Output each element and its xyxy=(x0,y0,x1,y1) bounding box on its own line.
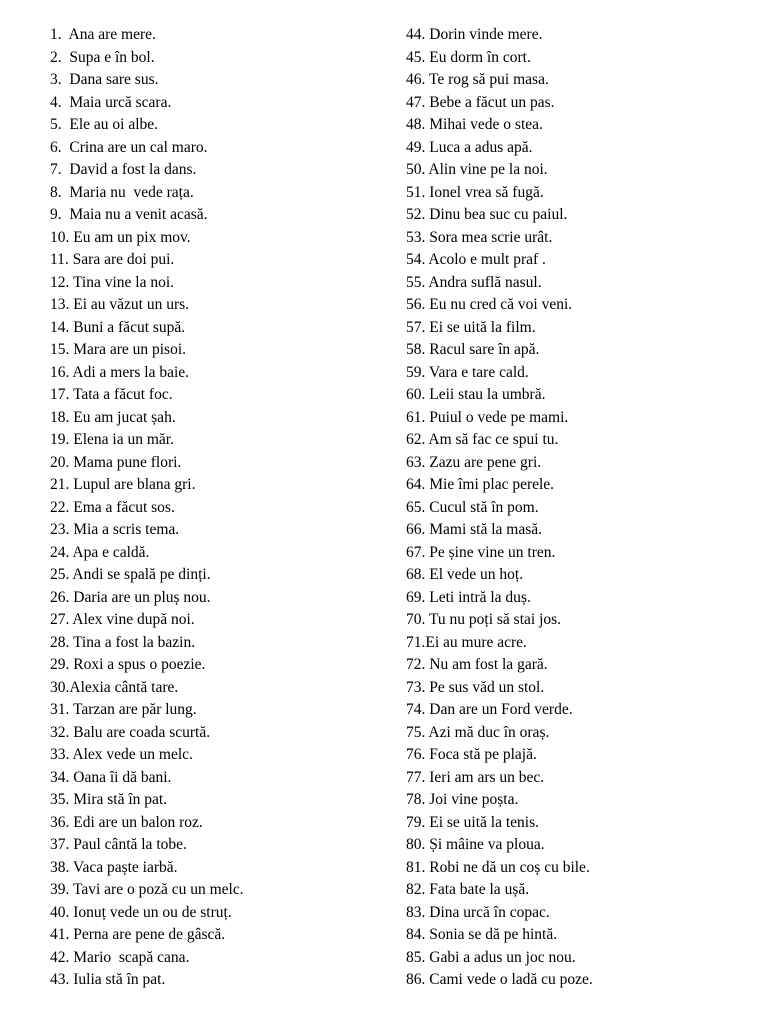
sentence-line: 50. Alin vine pe la noi. xyxy=(406,161,548,178)
sentence-line: 57. Ei se uită la film. xyxy=(406,318,536,336)
sentence-line: 38. Vaca paște iarbă. xyxy=(50,858,178,876)
sentence-line: 48. Mihai vede o stea. xyxy=(406,116,543,133)
sentence-line: 70. Tu nu poți să stai jos. xyxy=(406,611,562,628)
sentence-line: 61. Puiul o vede pe mami. xyxy=(406,408,569,426)
sentence-line: 11. Sara are doi pui. xyxy=(50,251,175,268)
sentence-line: 64. Mie îmi plac perele. xyxy=(406,476,555,493)
sentence-line: 59. Vara e tare cald. xyxy=(406,363,529,381)
sentence-line: 68. El vede un hoț. xyxy=(406,566,524,583)
sentence-line: 72. Nu am fost la gară. xyxy=(406,656,548,673)
sentence-line: 52. Dinu bea suc cu paiul. xyxy=(406,206,568,223)
sentence-line: 31. Tarzan are păr lung. xyxy=(50,701,197,718)
sentence-line: 42. Mario scapă cana. xyxy=(50,948,190,966)
sentence-line: 69. Leti intră la duș. xyxy=(406,588,531,606)
sentence-line: 12. Tina vine la noi. xyxy=(50,273,175,291)
sentence-line: 28. Tina a fost la bazin. xyxy=(50,633,196,651)
sentence-line: 41. Perna are pene de gâscă. xyxy=(50,926,226,943)
sentence-line: 10. Eu am un pix mov. xyxy=(50,228,191,246)
sentence-line: 17. Tata a făcut foc. xyxy=(50,386,173,403)
sentence-line: 45. Eu dorm în cort. xyxy=(406,48,531,66)
sentence-line: 49. Luca a adus apă. xyxy=(406,138,533,156)
sentence-line: 33. Alex vede un melc. xyxy=(50,746,193,763)
sentence-line: 65. Cucul stă în pom. xyxy=(406,498,539,516)
sentence-line: 32. Balu are coada scurtă. xyxy=(50,723,211,741)
sentence-line: 85. Gabi a adus un joc nou. xyxy=(406,948,576,966)
sentence-line: 47. Bebe a făcut un pas. xyxy=(406,93,555,111)
sentence-line: 20. Mama pune flori. xyxy=(50,453,182,471)
sentence-line: 18. Eu am jucat șah. xyxy=(50,408,176,426)
sentence-line: 53. Sora mea scrie urât. xyxy=(406,228,553,246)
sentence-line: 44. Dorin vinde mere. xyxy=(406,26,543,43)
sentence-line: 37. Paul cântă la tobe. xyxy=(50,836,187,853)
sentence-line: 2. Supa e în bol. xyxy=(50,48,155,66)
sentence-line: 79. Ei se uită la tenis. xyxy=(406,813,540,831)
sentence-list-left xyxy=(50,24,380,992)
sentence-line: 3. Dana sare sus. xyxy=(50,71,159,88)
sentence-line: 81. Robi ne dă un coș cu bile. xyxy=(406,858,590,876)
sentence-line: 82. Fata bate la ușă. xyxy=(406,881,530,898)
sentence-line: 15. Mara are un pisoi. xyxy=(50,341,187,358)
sentence-line: 55. Andra suflă nasul. xyxy=(406,273,542,291)
sentence-line: 30.Alexia cântă tare. xyxy=(50,678,179,696)
sentence-line: 77. Ieri am ars un bec. xyxy=(406,768,545,786)
sentence-line: 21. Lupul are blana gri. xyxy=(50,476,196,493)
sentence-line: 63. Zazu are pene gri. xyxy=(406,453,542,471)
sentence-line: 9. Maia nu a venit acasă. xyxy=(50,206,208,223)
sentence-line: 16. Adi a mers la baie. xyxy=(50,363,190,381)
sentence-line: 24. Apa e caldă. xyxy=(50,543,150,561)
sentence-line: 76. Foca stă pe plajă. xyxy=(406,746,537,763)
sentence-line: 1. Ana are mere. xyxy=(50,26,156,43)
sentence-line: 19. Elena ia un măr. xyxy=(50,431,174,448)
sentence-line: 83. Dina urcă în copac. xyxy=(406,903,550,921)
sentence-line: 66. Mami stă la masă. xyxy=(406,521,543,538)
sentence-line: 5. Ele au oi albe. xyxy=(50,116,159,133)
sentence-line: 13. Ei au văzut un urs. xyxy=(50,296,190,313)
sentence-line: 51. Ionel vrea să fugă. xyxy=(406,183,544,201)
sentence-line: 78. Joi vine poșta. xyxy=(406,791,519,808)
sentence-line: 27. Alex vine după noi. xyxy=(50,611,195,628)
sentence-line: 67. Pe șine vine un tren. xyxy=(406,543,556,561)
sentence-line: 71.Ei au mure acre. xyxy=(406,633,527,651)
sentence-line: 29. Roxi a spus o poezie. xyxy=(50,656,206,673)
sentence-line: 14. Buni a făcut supă. xyxy=(50,318,186,336)
sentence-line: 74. Dan are un Ford verde. xyxy=(406,701,573,718)
sentence-line: 40. Ionuț vede un ou de struț. xyxy=(50,903,232,921)
sentence-line: 84. Sonia se dă pe hintă. xyxy=(406,926,558,943)
sentence-line: 36. Edi are un balon roz. xyxy=(50,813,203,831)
sentence-line: 26. Daria are un pluș nou. xyxy=(50,588,211,606)
sentence-line: 43. Iulia stă în pat. xyxy=(50,971,166,988)
sentence-line: 56. Eu nu cred că voi veni. xyxy=(406,296,573,313)
sentence-line: 7. David a fost la dans. xyxy=(50,161,197,178)
sentence-line: 34. Oana îi dă bani. xyxy=(50,768,172,786)
sentence-line: 86. Cami vede o ladă cu poze. xyxy=(406,971,593,988)
sentence-line: 60. Leii stau la umbră. xyxy=(406,386,546,403)
sentence-line: 25. Andi se spală pe dinți. xyxy=(50,566,211,583)
sentence-line: 8. Maria nu vede rața. xyxy=(50,183,194,201)
sentence-line: 23. Mia a scris tema. xyxy=(50,521,180,538)
sentence-line: 75. Azi mă duc în oraș. xyxy=(406,723,550,741)
sentence-list-right xyxy=(406,24,746,992)
sentence-line: 39. Tavi are o poză cu un melc. xyxy=(50,881,244,898)
sentence-line: 35. Mira stă în pat. xyxy=(50,791,168,808)
sentence-line: 80. Și mâine va ploua. xyxy=(406,836,545,853)
sentence-line: 54. Acolo e mult praf . xyxy=(406,251,546,268)
sentence-line: 22. Ema a făcut sos. xyxy=(50,498,175,516)
sentence-line: 62. Am să fac ce spui tu. xyxy=(406,431,559,448)
sentence-line: 46. Te rog să pui masa. xyxy=(406,71,549,88)
sentence-line: 73. Pe sus văd un stol. xyxy=(406,678,545,696)
sentence-line: 4. Maia urcă scara. xyxy=(50,93,172,111)
sentence-line: 6. Crina are un cal maro. xyxy=(50,138,208,156)
sentence-line: 58. Racul sare în apă. xyxy=(406,341,540,358)
